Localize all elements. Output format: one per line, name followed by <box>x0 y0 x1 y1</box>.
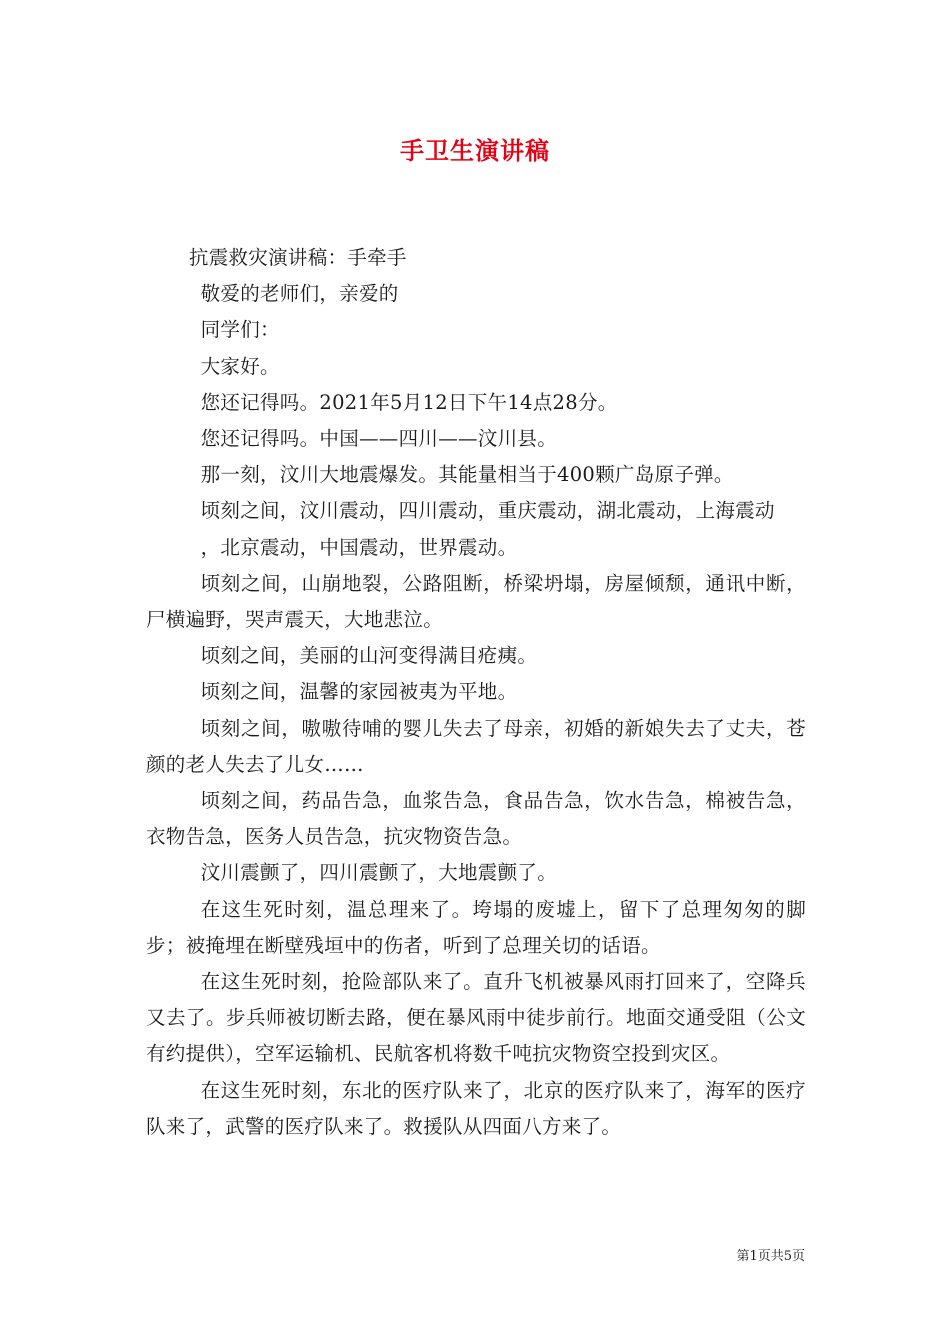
paragraph-6: 您还记得吗。中国——四川——汶川县。 <box>200 427 557 451</box>
paragraph-3: 同学们： <box>200 318 280 342</box>
paragraph-15: 汶川震颤了，四川震颤了，大地震颤了。 <box>200 861 557 885</box>
paragraph-7: 那一刻，汶川大地震爆发。其能量相当于400颗广岛原子弹。 <box>200 463 734 487</box>
paragraph-17: 在这生死时刻，抢险部队来了。直升飞机被暴风雨打回来了，空降兵又去了。步兵师被切断去路，便在暴风雨中徒步前行。地面交通受阻（公文有约提供），空军运输机、民航客机将数千吨抗灾物资空投到灾区。 <box>146 970 806 1066</box>
document-body <box>146 240 806 1145</box>
paragraph-12: 顷刻之间，温馨的家园被夷为平地。 <box>200 680 518 704</box>
paragraph-1: 抗震救灾演讲稿：手牵手 <box>188 246 407 269</box>
paragraph-14: 顷刻之间，药品告急，血浆告急，食品告急，饮水告急，棉被告急，衣物告急，医务人员告急，抗灾物资告急。 <box>146 789 806 849</box>
paragraph-8: 顷刻之间，汶川震动，四川震动，重庆震动，湖北震动，上海震动 <box>200 499 775 523</box>
paragraph-18: 在这生死时刻，东北的医疗队来了，北京的医疗队来了，海军的医疗队来了，武警的医疗队来了。救援队从四面八方来了。 <box>146 1078 806 1138</box>
paragraph-4: 大家好。 <box>200 354 280 378</box>
page-number: 第1页共5页 <box>736 1249 805 1264</box>
paragraph-16: 在这生死时刻，温总理来了。垮塌的废墟上，留下了总理匆匆的脚步；被掩埋在断壁残垣中的伤者，听到了总理关切的话语。 <box>146 897 806 957</box>
paragraph-13: 顷刻之间，嗷嗷待哺的婴儿失去了母亲，初婚的新娘失去了丈夫，苍颜的老人失去了儿女…… <box>146 716 806 776</box>
paragraph-2: 敬爱的老师们，亲爱的 <box>200 282 399 306</box>
paragraph-10: 顷刻之间，山崩地裂，公路阻断，桥梁坍塌，房屋倾颓，通讯中断，尸横遍野，哭声震天，大地悲泣。 <box>146 571 806 632</box>
paragraph-5: 您还记得吗。2021年5月12日下午14点28分。 <box>200 390 618 414</box>
paragraph-11: 顷刻之间，美丽的山河变得满目疮痍。 <box>200 644 538 668</box>
document-title: 手卫生演讲稿 <box>400 136 550 165</box>
paragraph-9: ，北京震动，中国震动，世界震动。 <box>200 535 518 559</box>
